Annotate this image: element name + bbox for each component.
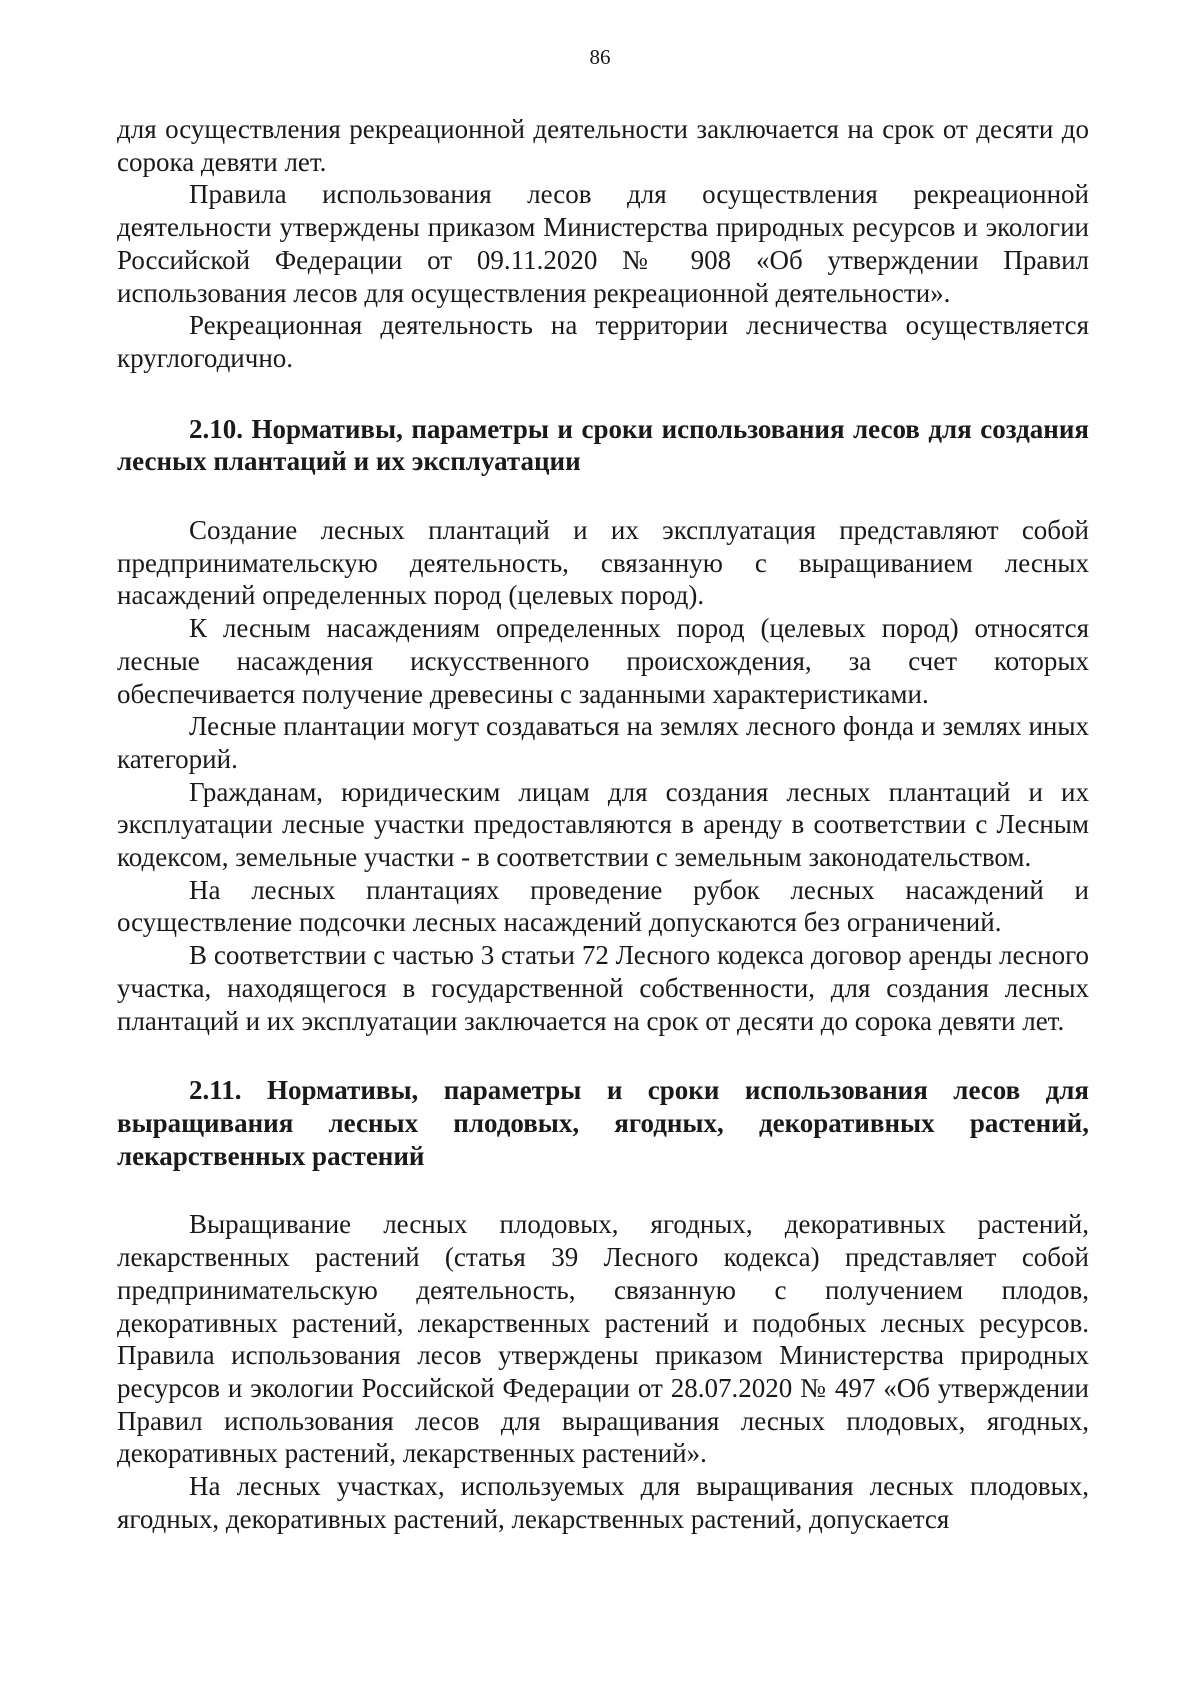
page-number: 86: [589, 45, 611, 69]
paragraph: Выращивание лесных плодовых, ягодных, декоративных растений, лекарственных растений (статья 39 Лесного кодекса) представляет собой предпринимательскую деятельность, связанную с получением плодов, декоративных растений, лекарственных растений и подобных лесных ресурсов. Правила использования лесов утверждены приказом Министерства природных ресурсов и экологии Российской Федерации от 28.07.2020 № 497 «Об утверждении Правил использования лесов для выращивания лесных плодовых, ягодных, декоративных растений, лекарственных растений».: [117, 1209, 1089, 1469]
paragraph: Гражданам, юридическим лицам для создания лесных плантаций и их эксплуатации лесные участки предоставляются в аренду в соответствии с Лесным кодексом, земельные участки - в соответствии с земельным законодательством.: [117, 776, 1089, 873]
section-heading-2-11: 2.11. Нормативы, параметры и сроки использования лесов для выращивания лесных плодовых, ягодных, декоративных растений, лекарственных растений: [117, 1075, 1089, 1171]
spacer: [117, 1037, 1089, 1074]
spacer: [117, 478, 1089, 514]
paragraph-continuation: для осуществления рекреационной деятельности заключается на срок от десяти до сорока девяти лет.: [117, 114, 1089, 177]
paragraph: Рекреационная деятельность на территории лесничества осуществляется круглогодично.: [117, 310, 1089, 373]
spacer: [117, 375, 1089, 413]
paragraph: Создание лесных плантаций и их эксплуатация представляют собой предпринимательскую деятельность, связанную с выращиванием лесных насаждений определенных пород (целевых пород).: [117, 515, 1089, 611]
paragraph: Правила использования лесов для осуществления рекреационной деятельности утверждены приказом Министерства природных ресурсов и экологии Российской Федерации от 09.11.2020 № 908 «Об утверждении Правил использования лесов для осуществления рекреационной деятельности».: [117, 179, 1089, 308]
paragraph: Лесные плантации могут создаваться на землях лесного фонда и землях иных категорий.: [117, 711, 1089, 774]
paragraph: На лесных участках, используемых для выращивания лесных плодовых, ягодных, декоративных растений, лекарственных растений, допускается: [117, 1471, 1089, 1534]
paragraph: В соответствии с частью 3 статьи 72 Лесного кодекса договор аренды лесного участка, находящегося в государственной собственности, для создания лесных плантаций и их эксплуатации заключается на срок от десяти до сорока девяти лет.: [117, 940, 1089, 1036]
paragraph: На лесных плантациях проведение рубок лесных насаждений и осуществление подсочки лесных насаждений допускаются без ограничений.: [117, 874, 1089, 938]
spacer: [117, 1172, 1089, 1208]
paragraph: К лесным насаждениям определенных пород (целевых пород) относятся лесные насаждения искусственного происхождения, за счет которых обеспечивается получение древесины с заданными характеристиками.: [117, 613, 1089, 709]
page-body: [117, 113, 1089, 1535]
section-heading-2-10: 2.10. Нормативы, параметры и сроки использования лесов для создания лесных плантаций и их эксплуатации: [117, 413, 1089, 477]
